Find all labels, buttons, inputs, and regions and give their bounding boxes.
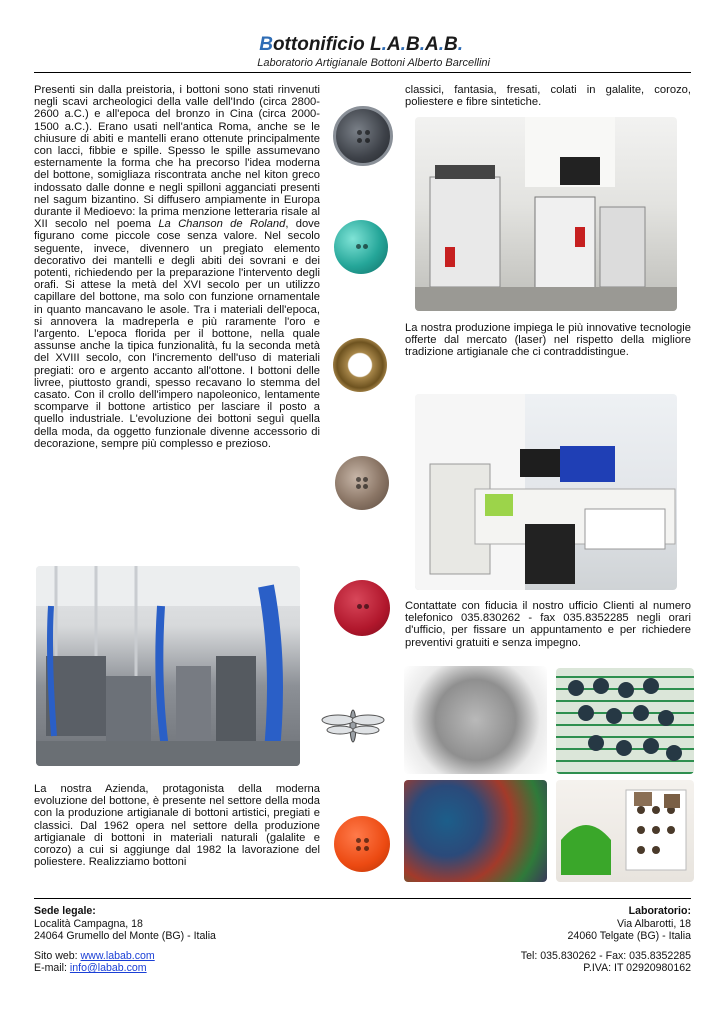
title-dot: .	[419, 34, 425, 55]
laser-machines-photo	[415, 117, 677, 311]
button-brown-icon	[335, 456, 389, 510]
title-text: ottonificio L	[272, 34, 382, 55]
office-photo	[415, 394, 677, 590]
web-label: Sito web:	[34, 949, 81, 962]
title-letter: A	[386, 34, 401, 55]
footer-right	[521, 905, 691, 975]
page-title	[259, 34, 463, 56]
title-initial: B	[259, 34, 273, 55]
website-link[interactable]: www.labab.com	[80, 949, 155, 962]
title-letter: A	[424, 34, 439, 55]
header-divider	[34, 72, 691, 73]
email-label: E-mail:	[34, 962, 70, 974]
lab-city: 24060 Telgate (BG) - Italia	[567, 930, 691, 942]
button-orange-icon	[334, 816, 390, 872]
lab-title: Laboratorio:	[628, 905, 691, 917]
company-paragraph-block	[34, 783, 320, 868]
silver-buttons-photo	[404, 666, 547, 774]
dragonfly-icon	[318, 706, 388, 746]
contact-paragraph-block	[405, 600, 691, 649]
colorful-buttons-photo	[404, 780, 547, 882]
title-dot: .	[457, 34, 463, 55]
phone-fax: Tel: 035.830262 - Fax: 035.8352285	[520, 949, 691, 962]
buttons-display-drawing	[556, 780, 694, 882]
footer-divider	[34, 898, 691, 899]
sede-title: Sede legale:	[34, 905, 96, 917]
laser-machines-drawing	[415, 117, 677, 311]
products-paragraph: classici, fantasia, fresati, colati in galalite, corozo, poliestere e fibre sintetiche.	[405, 84, 691, 109]
lab-address: Via Albarotti, 18	[616, 917, 691, 930]
right-column-top	[405, 84, 691, 108]
left-column	[34, 84, 320, 450]
contact-paragraph: Contattate con fiducia il nostro ufficio Clienti al numero telefonico 035.830262 - fax 035.8352285 negli orari d'ufficio, per fissare un appuntamento e per richiedere preventivi gratuiti e senza impegno.	[405, 600, 691, 649]
title-letter: B	[443, 34, 458, 55]
title-dot: .	[438, 34, 444, 55]
buttons-display-photo	[556, 780, 694, 882]
email-link[interactable]: info@labab.com	[69, 962, 147, 974]
button-ring-icon	[333, 338, 387, 392]
button-dark-icon	[333, 106, 393, 166]
button-red-icon	[334, 580, 390, 636]
technology-paragraph-block	[405, 322, 691, 359]
factory-machines-drawing	[36, 566, 300, 766]
button-teal-icon	[334, 220, 388, 274]
title-dot: .	[381, 34, 387, 55]
technology-paragraph: La nostra produzione impiega le più innovative tecnologie offerte dal mercato (laser) nel rispetto della migliore tradizione artigianale che ci contraddistingue.	[405, 322, 691, 359]
history-text-cont: , dove figurano come piccole cose senza valore. Nel secolo seguente, invece, divennero un pregiato elemento decorativo dei mantelli e degli abiti dei sovrani e dei potenti, richiedendo per la preparazione l'intervento degli orafi. Si attese la metà del XVI secolo per un utilizzo capillare del bottone, ma solo con funzione ornamentale in quanto mancavano le asole. Tra i materiali dell'epoca, si annovera la madreperla e più raramente l'oro e l'argento. L'epoca florida per il bottone, nella quale assunse anche la tipica funzionalità, fu la seconda metà del XVIII secolo, con l'incremento dell'uso di materiali pregiati: oro e argento accanto all'ottone. I bottoni delle livree, piuttosto grandi, spesso recavano lo stemma del casato. Con il crollo dell'impero napoleonico, lentamente scomparve il bottone artistico per lasciare il posto a quello industriale. L'evoluzione dei bottoni seguì quella della moda, da oggetto funzionale divenne accessorio di decorazione, sempre più complesso e prezioso.	[34, 218, 320, 450]
company-paragraph: La nostra Azienda, protagonista della moderna evoluzione del bottone, è presente nel settore della moda con la produzione artigianale di bottoni artistici, pregiati e classici. Dal 1962 opera nel settore della produzione artigianale di bottoni in materiali naturali (galalite e corozo) a cui si aggiunge dal 1982 la lavorazione del poliestere. Realizziamo bottoni	[34, 783, 320, 869]
dark-buttons-on-grid-photo	[556, 668, 694, 774]
history-text: Presenti sin dalla preistoria, i bottoni sono stati rinvenuti negli scavi archeologici della valle dell'Indo (circa 2800-2600 a.C.) e all'epoca del bronzo in Cina (circa 2000-1500 a.C.). Erano usati nell'antica Roma, anche se le chiusure di abiti e mantelli erano ottenute principalmente con lacci, fibbie e spille. Spesso le spille assumevano esternamente la forma che ha precorso l'idea moderna del bottone, somigliaza riscontrata anche nel kiton greco indossato dalle donne e negli spilloni agganciati presenti nel sagum bizantino. Si diffusero ampiamente in Europa durante il Medioevo: la prima menzione letteraria risale al XII secolo nel poema	[34, 84, 320, 231]
factory-machines-photo	[36, 566, 300, 766]
history-paragraph	[34, 84, 320, 450]
footer-left	[34, 905, 216, 975]
page-subtitle: Laboratorio Artigianale Bottoni Alberto Barcellini	[257, 57, 490, 69]
sede-city: 24064 Grumello del Monte (BG) - Italia	[34, 930, 216, 942]
dark-buttons-drawing	[556, 668, 694, 774]
office-drawing	[415, 394, 677, 590]
sede-address: Località Campagna, 18	[34, 917, 143, 930]
title-letter: B	[405, 34, 420, 55]
poem-title: La Chanson de Roland	[158, 218, 286, 231]
vat-number: P.IVA: IT 02920980162	[583, 962, 691, 974]
title-dot: .	[400, 34, 406, 55]
